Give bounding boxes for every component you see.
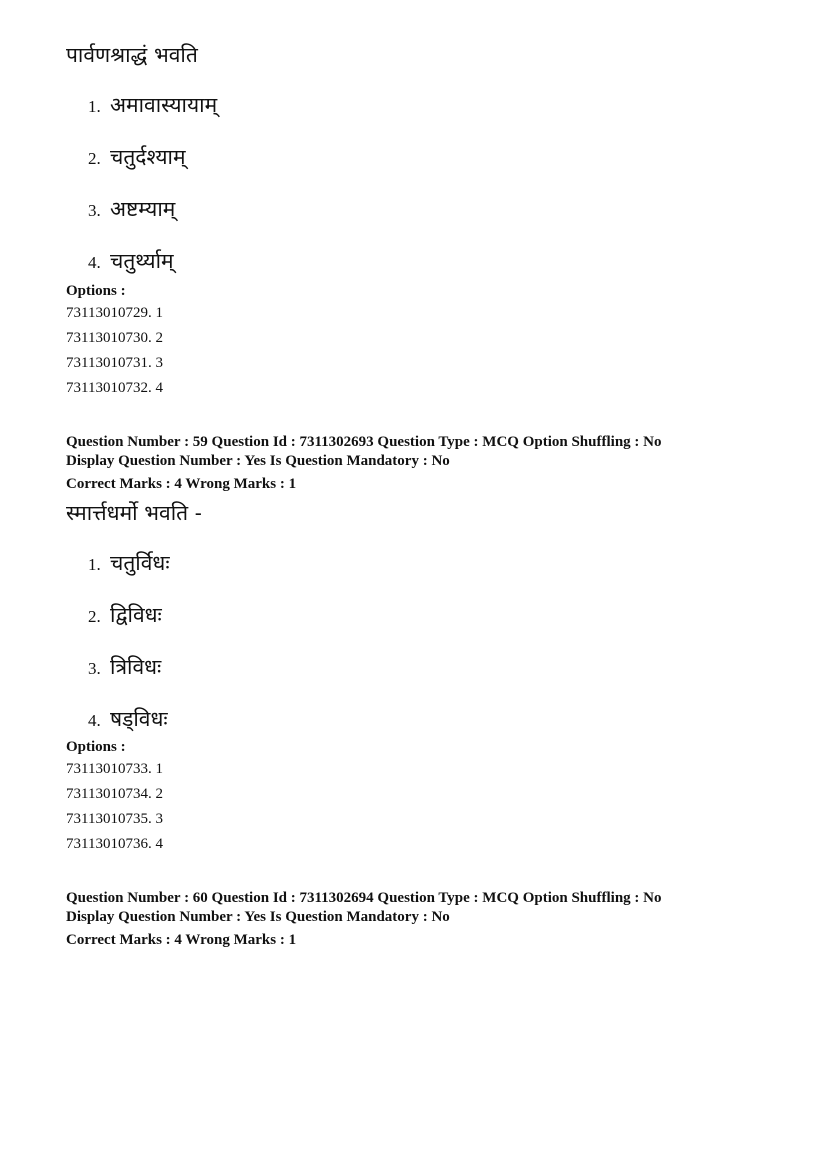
choice-list: [66, 548, 766, 732]
question-number-line: Question Number : 59 Question Id : 7311302693 Question Type : MCQ Option Shuffling : No: [66, 434, 662, 450]
choice-item: [66, 246, 766, 274]
choice-item: [66, 548, 766, 600]
choice-number: 2.: [88, 149, 101, 168]
choice-text: चतुर्थ्याम्: [110, 249, 174, 273]
display-mandatory-line: Display Question Number : Yes Is Question Mandatory : No: [66, 909, 450, 925]
choice-text: त्रिविधः: [110, 655, 162, 679]
option-id: 73113010734. 2: [66, 786, 163, 802]
options-label: Options :: [66, 283, 126, 299]
question-59: [66, 498, 766, 732]
choice-text: चतुर्दश्याम्: [110, 145, 186, 169]
option-id: 73113010732. 4: [66, 380, 163, 396]
choice-text: षड्विधः: [110, 707, 168, 731]
display-mandatory-line: Display Question Number : Yes Is Question Mandatory : No: [66, 453, 450, 469]
choice-number: 3.: [88, 659, 101, 678]
choice-text: अष्टम्याम्: [110, 197, 176, 221]
option-id: 73113010731. 3: [66, 355, 163, 371]
choice-list: [66, 90, 766, 274]
option-id: 73113010729. 1: [66, 305, 163, 321]
question-meta: [66, 433, 766, 494]
question-58: [66, 40, 766, 274]
choice-text: द्विविधः: [110, 603, 162, 627]
option-id: 73113010730. 2: [66, 330, 163, 346]
question-meta: [66, 889, 766, 950]
option-id: 73113010736. 4: [66, 836, 163, 852]
options-section-58: [66, 281, 766, 401]
choice-number: 1.: [88, 555, 101, 574]
choice-text: अमावास्यायाम्: [110, 93, 218, 117]
marks-line: Correct Marks : 4 Wrong Marks : 1: [66, 932, 297, 948]
choice-item: [66, 652, 766, 704]
choice-number: 2.: [88, 607, 101, 626]
choice-item: [66, 142, 766, 194]
choice-item: [66, 704, 766, 732]
options-label: Options :: [66, 739, 126, 755]
option-id-list: [66, 757, 766, 857]
question-59-meta: [66, 433, 766, 494]
choice-number: 4.: [88, 711, 101, 730]
option-id: 73113010733. 1: [66, 761, 163, 777]
options-section-59: [66, 737, 766, 857]
question-60-meta: [66, 889, 766, 950]
option-id-list: [66, 301, 766, 401]
choice-text: चतुर्विधः: [110, 551, 170, 575]
choice-item: [66, 90, 766, 142]
choice-item: [66, 600, 766, 652]
choice-number: 1.: [88, 97, 101, 116]
choice-number: 3.: [88, 201, 101, 220]
marks-line: Correct Marks : 4 Wrong Marks : 1: [66, 476, 297, 492]
choice-item: [66, 194, 766, 246]
option-id: 73113010735. 3: [66, 811, 163, 827]
choice-number: 4.: [88, 253, 101, 272]
question-number-line: Question Number : 60 Question Id : 7311302694 Question Type : MCQ Option Shuffling : No: [66, 890, 662, 906]
question-text: स्मार्त्तधर्मो भवति -: [66, 501, 202, 525]
question-text: पार्वणश्राद्धं भवति: [66, 43, 198, 67]
